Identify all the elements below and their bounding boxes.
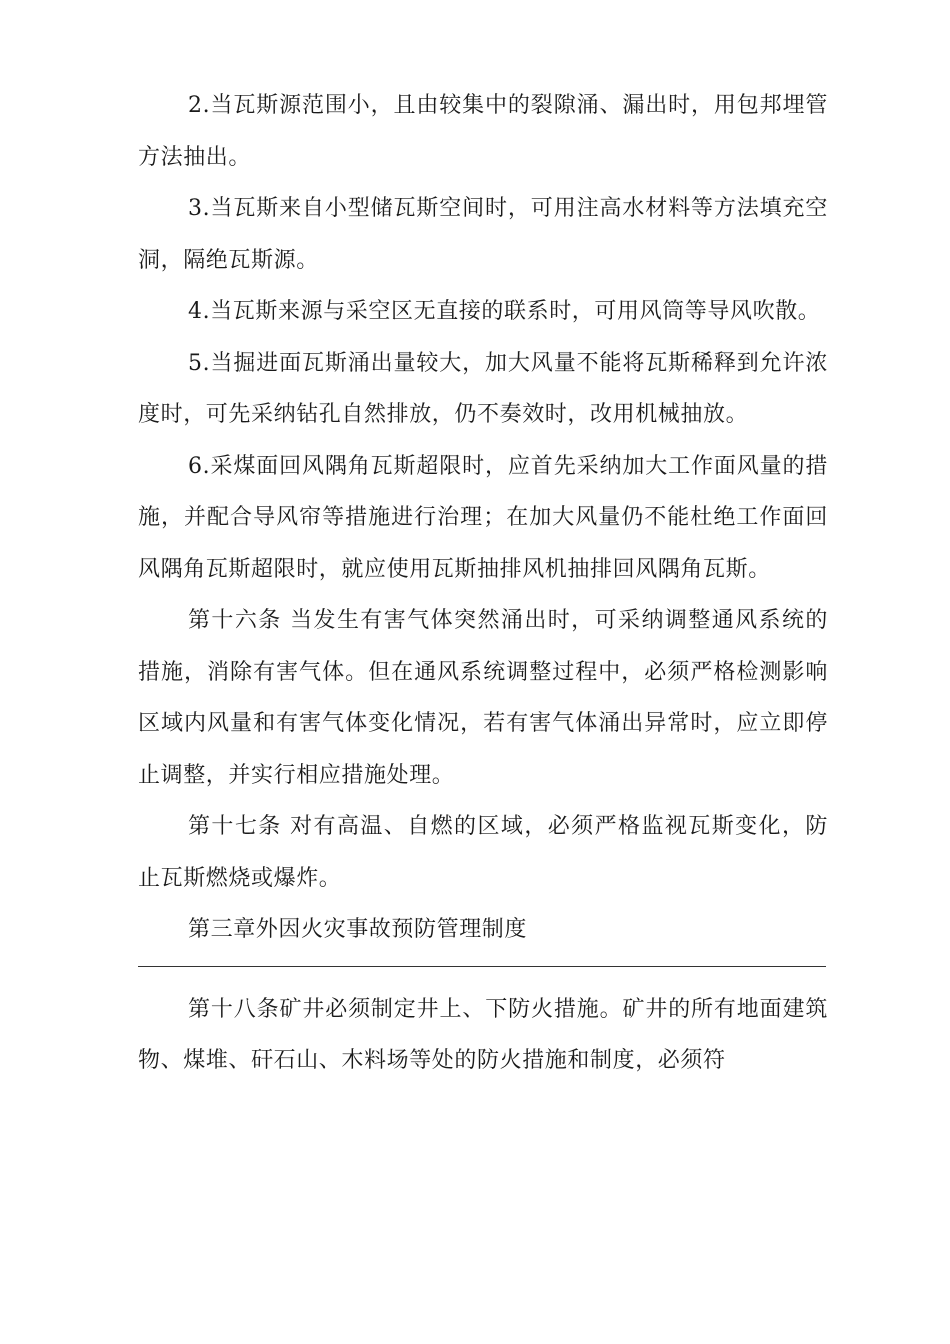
- paragraph-item-5: 5.当掘进面瓦斯涌出量较大，加大风量不能将瓦斯稀释到允许浓度时，可先采纳钻孔自然排放，仍不奏效时，改用机械抽放。: [138, 350, 828, 427]
- paragraph-item-4: 4.当瓦斯来源与采空区无直接的联系时，可用风筒等导风吹散。: [188, 299, 821, 324]
- article-16: 第十六条 当发生有害气体突然涌出时，可采纳调整通风系统的措施，消除有害气体。但在通风系统调整过程中，必须严格检测影响区域内风量和有害气体变化情况，若有害气体涌出异常时，应立即停止调整，并实行相应措施处理。: [138, 608, 828, 788]
- article-18: 第十八条矿井必须制定井上、下防火措施。矿井的所有地面建筑物、煤堆、矸石山、木料场等处的防火措施和制度，必须符: [138, 996, 828, 1073]
- paragraph-item-3: 3.当瓦斯来自小型储瓦斯空间时，可用注高水材料等方法填充空洞，隔绝瓦斯源。: [138, 196, 828, 273]
- paragraph-item-2: 2.当瓦斯源范围小，且由较集中的裂隙涌、漏出时，用包邦埋管方法抽出。: [138, 93, 828, 170]
- paragraph-item-6: 6.采煤面回风隅角瓦斯超限时，应首先采纳加大工作面风量的措施，并配合导风帘等措施进行治理；在加大风量仍不能杜绝工作面回风隅角瓦斯超限时，就应使用瓦斯抽排风机抽排回风隅角瓦斯。: [138, 453, 828, 582]
- article-17: 第十七条 对有高温、自燃的区域，必须严格监视瓦斯变化，防止瓦斯燃烧或爆炸。: [138, 814, 828, 891]
- section-divider: [138, 966, 826, 967]
- document-page: [138, 80, 828, 1087]
- chapter-heading: 第三章外因火灾事故预防管理制度: [188, 917, 528, 942]
